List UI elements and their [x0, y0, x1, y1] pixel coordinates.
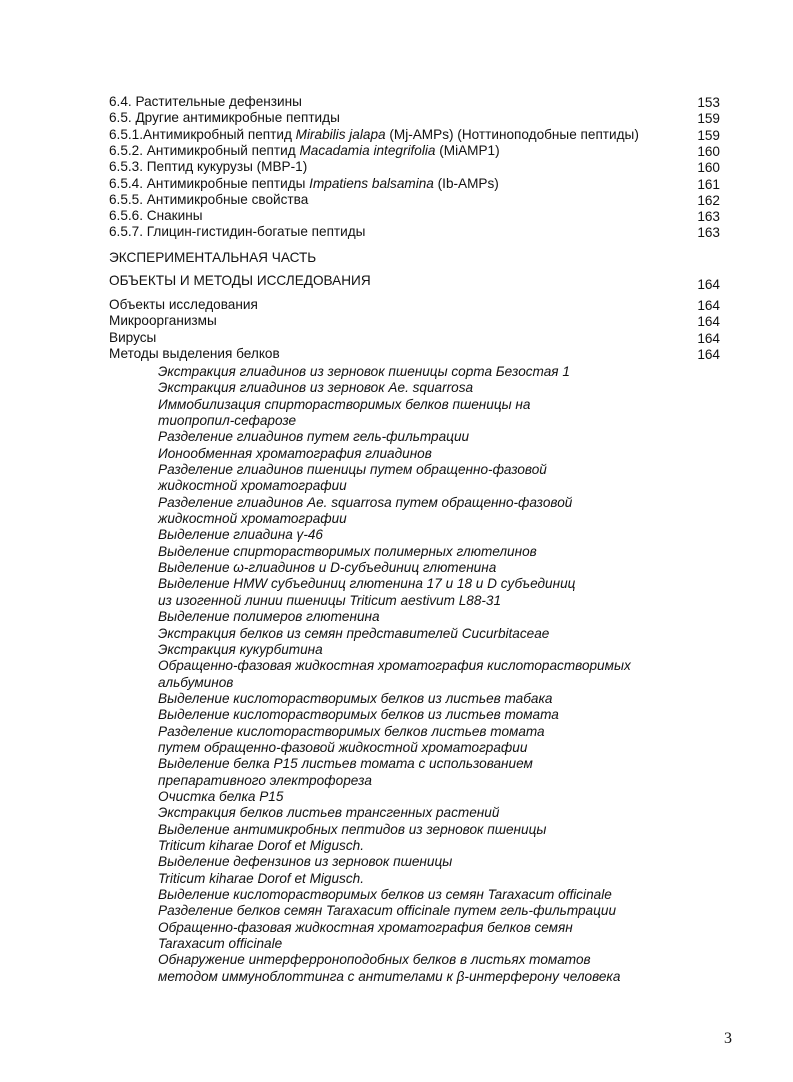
toc-entry-title-part: (Mj-AMPs) (Ноттиноподобные пептиды): [385, 126, 639, 142]
toc-entry-title: [109, 143, 500, 159]
method-entry-line: Разделение кислоторастворимых белков листьев томата: [158, 723, 545, 739]
method-entry-line: Экстракция белков листьев трансгенных растений: [158, 805, 500, 821]
heading-objects-methods-text: ОБЪЕКТЫ И МЕТОДЫ ИССЛЕДОВАНИЯ: [109, 273, 371, 288]
heading-experimental-text: ЭКСПЕРИМЕНТАЛЬНАЯ ЧАСТЬ: [109, 250, 317, 265]
toc-entry-page: 164: [697, 330, 720, 346]
heading-experimental: [109, 250, 720, 266]
toc-entry-page: 164: [697, 314, 720, 330]
method-entry-line: Экстракция глиадинов из зерновок пшеницы сорта Безостая 1: [158, 364, 570, 379]
toc-entry-title-part: 6.5.7. Глицин-гистидин-богатые пептиды: [109, 224, 366, 240]
method-entry-line: Выделение ω-глиадинов и D-субъединиц глютенина: [158, 560, 497, 576]
toc-entry-title-italic: Macadamia integrifolia: [299, 142, 436, 158]
method-entry-line: Иммобилизация спирторастворимых белков пшеницы на: [158, 396, 531, 412]
method-entry-line: Очистка белка P15: [158, 788, 284, 804]
method-entry-line: Разделение глиадинов путем гель-фильтрации: [158, 429, 470, 445]
method-entry-line: Обнаружение интерферроноподобных белков в листьях томатов: [158, 952, 591, 968]
toc-entry-title: [109, 94, 302, 110]
method-entry-line: Выделение глиадина γ-46: [158, 527, 323, 543]
toc-entry-title-part: 6.5.6. Снакины: [109, 208, 203, 224]
toc-entry-title-part: 6.5. Другие антимикробные пептиды: [109, 110, 340, 126]
method-entry-line: жидкостной хроматографии: [158, 511, 347, 527]
method-entry-line: Выделение спирторастворимых полимерных глютелинов: [158, 543, 537, 559]
method-entry-line: путем обращенно-фазовой жидкостной хроматографии: [158, 739, 528, 755]
toc-entry-title: [109, 110, 340, 126]
method-entry-line: Taraxacum officinale: [158, 936, 283, 952]
toc-entry-title-part: 6.5.5. Антимикробные свойства: [109, 191, 309, 207]
method-entry-line: препаративного электрофореза: [158, 772, 372, 788]
method-entry-line: Выделение кислоторастворимых белков из семян Taraxacum officinale: [158, 887, 612, 902]
method-entry-line: Выделение полимеров глютенина: [158, 609, 380, 625]
toc-entry-page: 163: [697, 209, 720, 225]
method-entry-line: Выделение кислоторастворимых белков из листьев табака: [158, 690, 553, 706]
toc-entry-page: 160: [697, 160, 720, 176]
method-entry-line: Выделение антимикробных пептидов из зерновок пшеницы: [158, 821, 547, 837]
method-entry-line: Экстракция глиадинов из зерновок Ae. squarrosa: [158, 380, 474, 396]
toc-entry-title-part: 6.5.4. Антимикробные пептиды: [109, 175, 310, 191]
method-entry-line: Выделение дефензинов из зерновок пшеницы: [158, 854, 453, 870]
toc-entry-title-part: 6.5.1.Антимикробный пептид: [109, 126, 296, 142]
method-entry-line: Обращенно-фазовая жидкостная хроматография кислоторастворимых: [158, 658, 631, 674]
toc-entry-title: [109, 208, 203, 224]
toc-entry-page: 159: [697, 127, 720, 143]
toc-entry-page: 164: [697, 346, 720, 362]
method-entry-line: тиопропил-сефарозе: [158, 413, 297, 429]
methods-sublist: [158, 364, 718, 985]
method-entry-line: Выделение кислоторастворимых белков из листьев томата: [158, 707, 559, 723]
toc-entry-page: 160: [697, 143, 720, 159]
toc-entry-title-italic: Impatiens balsamina: [309, 175, 434, 191]
toc-entry-title: Объекты исследования: [109, 297, 258, 312]
toc-entry-title: Вирусы: [109, 329, 157, 345]
toc-entry-title: [109, 159, 307, 175]
method-entry-line: альбуминов: [158, 674, 234, 690]
toc-entry-page: 162: [697, 192, 720, 208]
toc-entry-title-part: 6.5.2. Антимикробный пептид: [109, 142, 300, 158]
toc-entry-title-part: (Ib-AMPs): [433, 175, 499, 191]
method-entry-line: Экстракция кукурбитина: [158, 641, 323, 657]
toc-entry-title-italic: Mirabilis jalapa: [295, 126, 386, 142]
method-entry-line: Triticum kiharae Dorof et Migusch.: [158, 870, 364, 886]
toc-entry-title-part: 6.4. Растительные дефензины: [109, 94, 302, 109]
method-entry-line: Экстракция белков из семян представителей Cucurbitaceae: [158, 625, 550, 641]
toc-entry-title: [109, 176, 499, 192]
method-entry-line: Разделение белков семян Taraxacum officinale путем гель-фильтрации: [158, 903, 617, 919]
toc-entry-title-part: (MiAMP1): [435, 142, 500, 158]
toc-entry-page: 163: [697, 225, 720, 241]
toc-entry-page: 161: [697, 176, 720, 192]
method-entry-line: методом иммуноблоттинга с антителами к β-интерферону человека: [158, 968, 621, 984]
heading-objects-methods-page: 164: [697, 277, 720, 292]
method-entry-line: Выделение белка P15 листьев томата с использованием: [158, 756, 533, 772]
toc-entry-title: Микроорганизмы: [109, 313, 217, 329]
method-entry-line: Triticum kiharae Dorof et Migusch.: [158, 837, 364, 853]
toc-entry-title: [109, 127, 639, 143]
page-number: 3: [724, 1030, 732, 1047]
toc-entry-page: 159: [697, 111, 720, 127]
toc-entry-title: [109, 224, 365, 240]
method-entry-line: Обращенно-фазовая жидкостная хроматография белков семян: [158, 919, 573, 935]
method-entry-line: из изогенной линии пшеницы Triticum aestivum L88-31: [158, 592, 502, 608]
method-entry-line: Разделение глиадинов Ae. squarrosa путем обращенно-фазовой: [158, 494, 573, 510]
toc-entry-page: 164: [697, 298, 720, 313]
toc-entry-title-part: 6.5.3. Пептид кукурузы (MBP-1): [109, 159, 308, 175]
method-entry-line: жидкостной хроматографии: [158, 478, 347, 494]
method-entry-line: Выделение HMW субъединиц глютенина 17 и 18 и D субъединиц: [158, 576, 576, 592]
toc-entry-page: 153: [697, 95, 720, 110]
toc-entry-title: Методы выделения белков: [109, 345, 280, 361]
heading-objects-methods: [109, 273, 720, 292]
toc-entry-title: [109, 192, 308, 208]
method-entry-line: Разделение глиадинов пшеницы путем обращенно-фазовой: [158, 462, 547, 478]
method-entry-line: Ионообменная хроматография глиадинов: [158, 445, 432, 461]
